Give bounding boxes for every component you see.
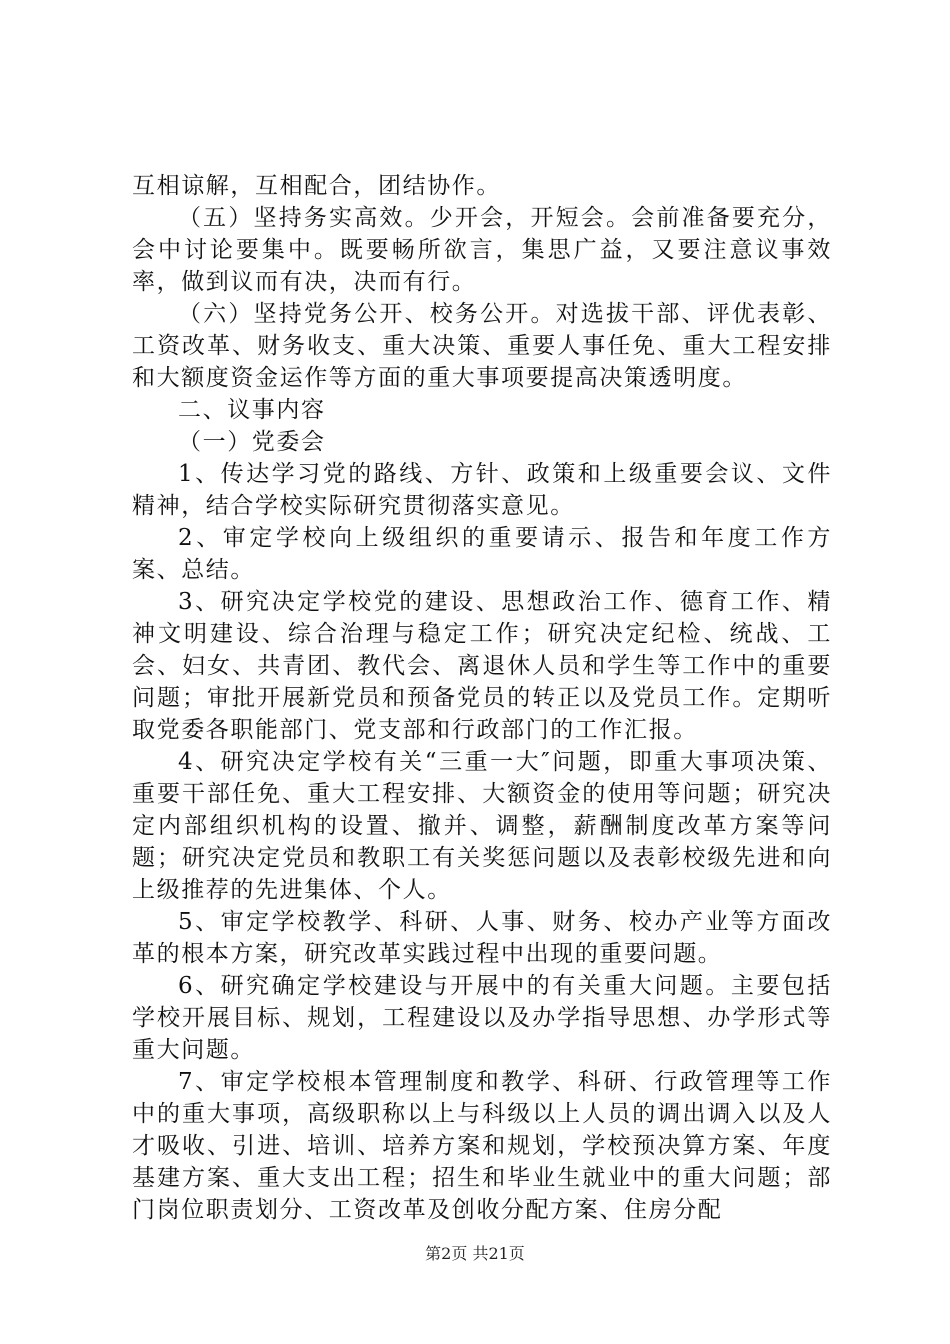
section-heading-2: 二、议事内容 <box>178 397 326 423</box>
paragraph-item-6: （六）坚持党务公开、校务公开。对选拔干部、评优表彰、工资改革、财务收支、重大决策、重要人事任免、重大工程安排和大额度资金运作等方面的重大事项要提高决策透明度。 <box>132 301 832 391</box>
paragraph-continuation: 互相谅解，互相配合，团结协作。 <box>132 173 501 199</box>
list-item-3: 3、研究决定学校党的建设、思想政治工作、德育工作、精神文明建设、综合治理与稳定工作；研究决定纪检、统战、工会、妇女、共青团、教代会、离退休人员和学生等工作中的重要问题；审批开展新党员和预备党员的转正以及党员工作。定期听取党委各职能部门、党支部和行政部门的工作汇报。 <box>132 589 832 743</box>
document-body <box>132 170 832 1226</box>
list-item-4: 4、研究决定学校有关“三重一大″问题，即重大事项决策、重要干部任免、重大工程安排、大额资金的使用等问题；研究决定内部组织机构的设置、撤并、调整，薪酬制度改革方案等问题；研究决定党员和教职工有关奖惩问题以及表彰校级先进和向上级推荐的先进集体、个人。 <box>132 749 832 903</box>
list-item-7: 7、审定学校根本管理制度和教学、科研、行政管理等工作中的重大事项，高级职称以上与科级以上人员的调出调入以及人才吸收、引进、培训、培养方案和规划，学校预决算方案、年度基建方案、重大支出工程；招生和毕业生就业中的重大问题；部门岗位职责划分、工资改革及创收分配方案、住房分配 <box>132 1069 832 1223</box>
page-number-footer: 第2页 共21页 <box>425 1244 525 1263</box>
list-item-2: 2、审定学校向上级组织的重要请示、报告和年度工作方案、总结。 <box>132 525 832 583</box>
list-item-1: 1、传达学习党的路线、方针、政策和上级重要会议、文件精神，结合学校实际研究贯彻落实意见。 <box>132 461 832 519</box>
subsection-heading-1: （一）党委会 <box>178 429 326 455</box>
paragraph-item-5: （五）坚持务实高效。少开会，开短会。会前准备要充分，会中讨论要集中。既要畅所欲言，集思广益，又要注意议事效率，做到议而有决，决而有行。 <box>132 205 832 295</box>
list-item-5: 5、审定学校教学、科研、人事、财务、校办产业等方面改革的根本方案，研究改革实践过程中出现的重要问题。 <box>132 909 832 967</box>
list-item-6: 6、研究确定学校建设与开展中的有关重大问题。主要包括学校开展目标、规划，工程建设以及办学指导思想、办学形式等重大问题。 <box>132 973 832 1063</box>
